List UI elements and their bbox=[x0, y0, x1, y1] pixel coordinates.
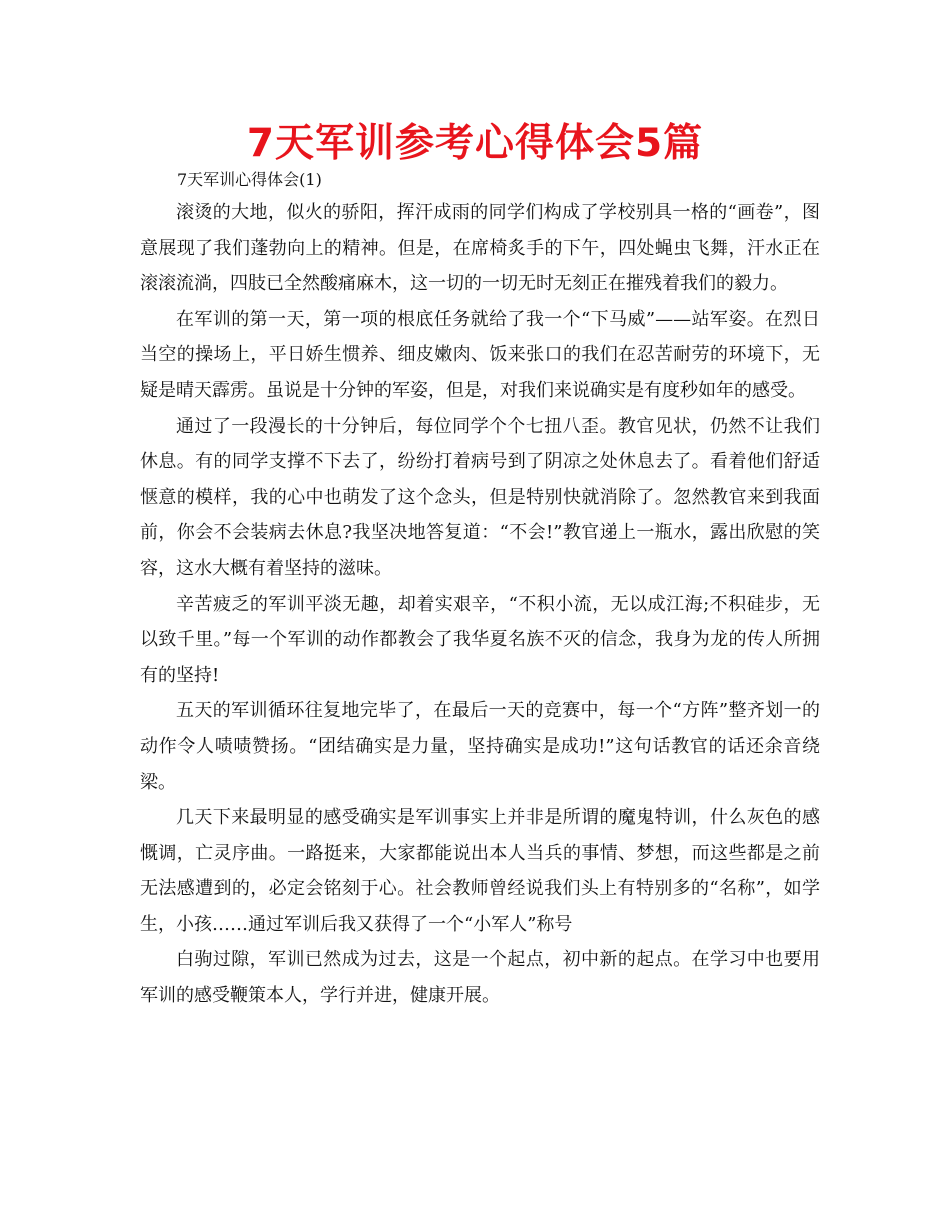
paragraph: 滚烫的大地，似火的骄阳，挥汗成雨的同学们构成了学校别具一格的“画卷”，图意展现了我们蓬勃向上的精神。但是，在席椅炙手的下午，四处蝇虫飞舞，汗水正在滚滚流淌，四肢已全然酸痛麻木，这一切的一切无时无刻正在摧残着我们的毅力。 bbox=[140, 202, 820, 295]
paragraph: 通过了一段漫长的十分钟后，每位同学个个七扭八歪。教官见状，仍然不让我们休息。有的同学支撑不下去了，纷纷打着病号到了阴凉之处休息去了。看着他们舒适惬意的模样，我的心中也萌发了这个念头，但是特别快就消除了。忽然教官来到我面前，你会不会装病去休息?我坚决地答复道：“不会!”教官递上一瓶水，露出欣慰的笑容，这水大概有着坚持的滋味。 bbox=[140, 415, 820, 579]
paragraph: 五天的军训循环往复地完毕了，在最后一天的竞赛中，每一个“方阵”整齐划一的动作令人啧啧赞扬。“团结确实是力量，坚持确实是成功!”这句话教官的话还余音绕梁。 bbox=[140, 700, 820, 793]
page-title: 7天军训参考心得体会5篇 bbox=[246, 121, 704, 166]
paragraph: 在军训的第一天，第一项的根底任务就给了我一个“下马威”——站军姿。在烈日当空的操场上，平日娇生惯养、细皮嫩肉、饭来张口的我们在忍苦耐劳的环境下，无疑是晴天霹雳。虽说是十分钟的军姿，但是，对我们来说确实是有度秒如年的感受。 bbox=[140, 308, 820, 401]
section-subtitle: 7天军训心得体会(1) bbox=[177, 170, 322, 189]
paragraph: 几天下来最明显的感受确实是军训事实上并非是所谓的魔鬼特训，什么灰色的感慨调，亡灵序曲。一路挺来，大家都能说出本人当兵的事情、梦想，而这些都是之前无法感遭到的，必定会铭刻于心。社会教师曾经说我们头上有特别多的“名称”，如学生，小孩……通过军训后我又获得了一个“小军人”称号 bbox=[140, 807, 820, 935]
paragraph: 辛苦疲乏的军训平淡无趣，却着实艰辛，“不积小流，无以成江海;不积硅步，无以致千里。”每一个军训的动作都教会了我华夏名族不灭的信念，我身为龙的传人所拥有的坚持! bbox=[140, 593, 820, 686]
paragraph: 白驹过隙，军训已然成为过去，这是一个起点，初中新的起点。在学习中也要用军训的感受鞭策本人，学行并进，健康开展。 bbox=[140, 949, 820, 1007]
article-body bbox=[140, 195, 820, 1014]
